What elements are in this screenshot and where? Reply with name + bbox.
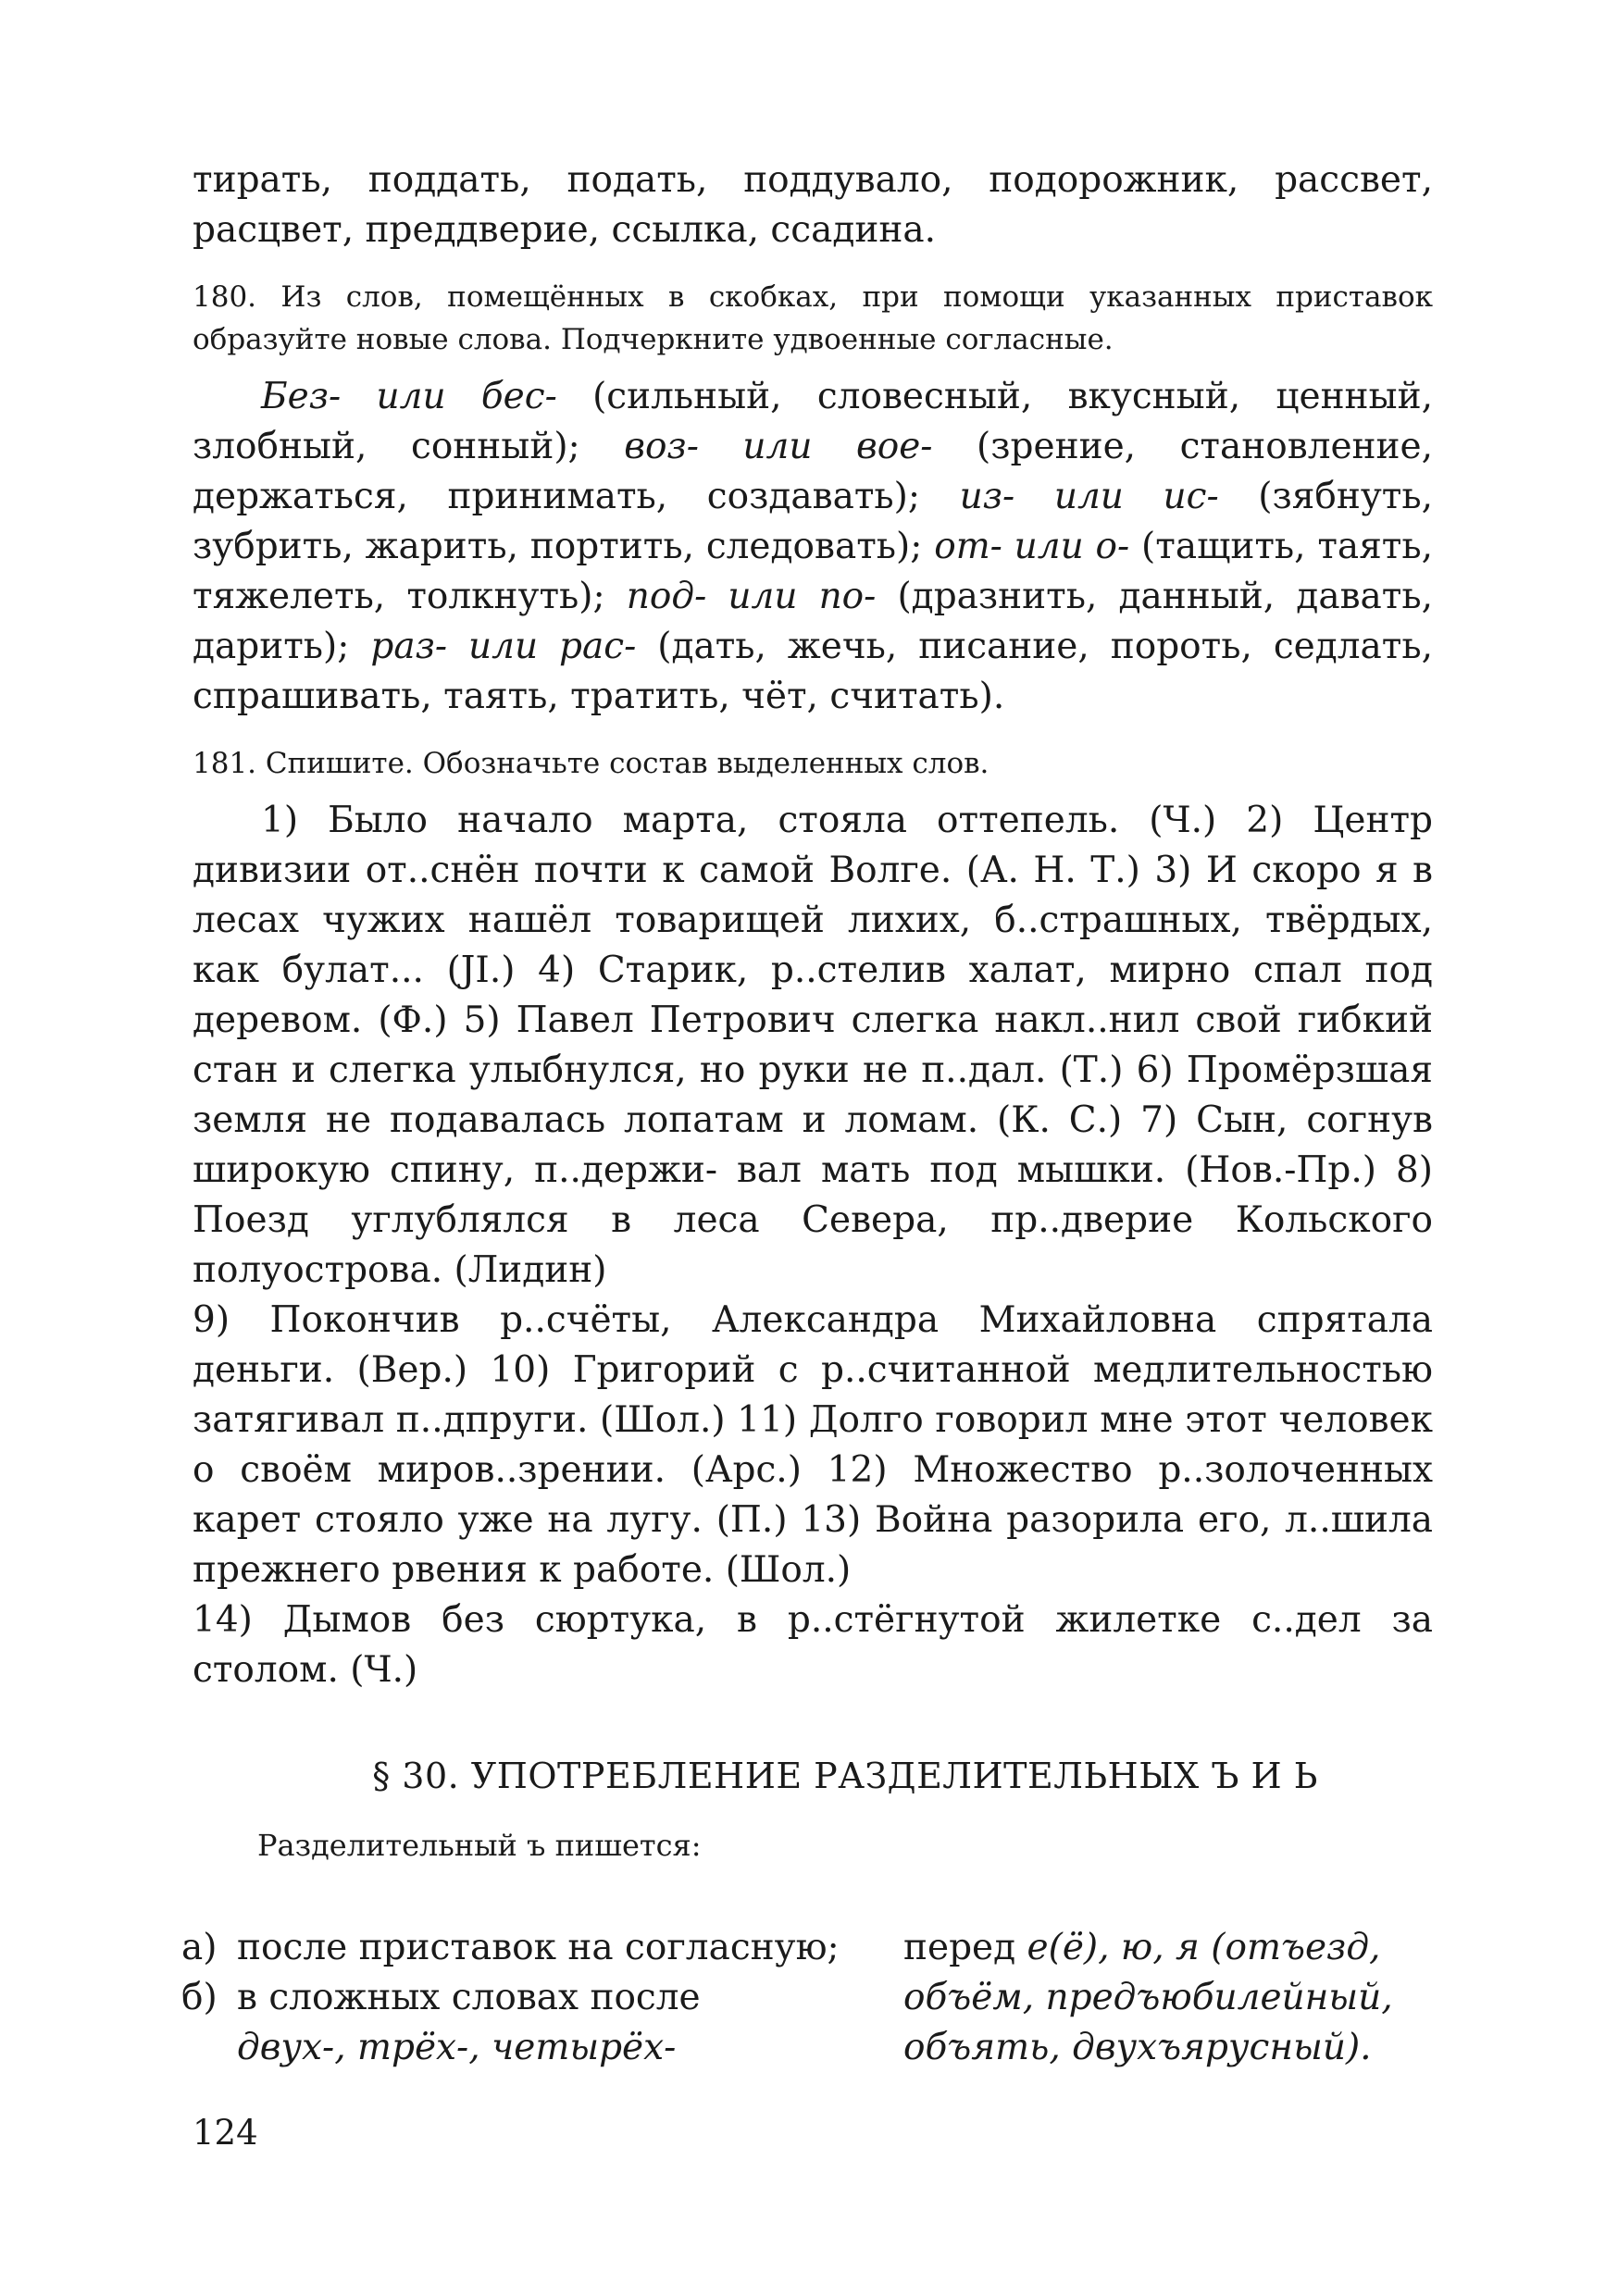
exercise-181-instruction: [193, 742, 1433, 785]
prefix-group: от- или о-: [934, 526, 1130, 567]
rule-letter: а): [181, 1927, 218, 1968]
rule-examples: (отъезд, объём, предъюбилейный, объять, двухъярусный).: [903, 1927, 1393, 2068]
rule-prefixes: двух-, трёх-, четырёх-: [237, 2027, 677, 2068]
exercise-181-paragraph-3: 14) Дымов без сюртука, в р..стёгнутой жилетке с..дел за столом. (Ч.): [193, 1599, 1433, 1691]
rule-item-b: [181, 1973, 876, 2073]
word-list: (тащить, таять, тяжелеть, толкнуть);: [193, 526, 1433, 617]
page-content: [193, 155, 1433, 1868]
rule-context-prefix: перед: [903, 1927, 1016, 1968]
exercise-181-paragraph-1: 1) Было начало марта, стояла оттепель. (Ч.) 2) Центр дивизии от..снён почти к самой Волге. (А. Н. Т.) 3) И скоро я в лесах чужих нашёл товарищей лихих, б..страшных, твёрдых, как булат... (JI.) 4) Старик, р..стелив халат, мирно спал под деревом. (Ф.) 5) Павел Петрович слегка накл..нил свой гибкий стан и слегка улыбнулся, но руки не п..дал. (Т.) 6) Промёрзшая земля не подавалась лопатам и ломам. (К. С.) 7) Сын, согнув широкую спину, п..держи- вал мать под мышки. (Нов.-Пр.) 8) Поезд углублялся в леса Севера, пр..дверие Кольского полуострова. (Лидин): [193, 800, 1433, 1291]
rule-text: после приставок на согласную;: [237, 1927, 840, 1968]
page-number: 124: [193, 2113, 258, 2153]
word-list: (зрение, становление, держаться, принимать, создавать);: [193, 426, 1434, 517]
exercise-181-paragraph-2: 9) Покончив р..счёты, Александра Михайловна спрятала деньги. (Вер.) 10) Григорий с р..считанной медлительностью затягивал п..дпруги. (Шол.) 11) Долго говорил мне этот человек о своём миров..зрении. (Арс.) 12) Множество р..золоченных карет стояло уже на лугу. (П.) 13) Война разорила его, л..шила прежнего рвения к работе. (Шол.): [193, 1299, 1433, 1591]
continuation-text: тирать, поддать, подать, поддувало, подорожник, рассвет, расцвет, преддверие, ссылка, ссадина.: [193, 159, 1433, 251]
rule-table: [181, 1923, 1422, 2073]
exercise-180-number: 180.: [193, 280, 257, 314]
rule-text-main: в сложных словах после: [237, 1977, 701, 2018]
section-heading: § 30. УПОТРЕБЛЕНИЕ РАЗДЕЛИТЕЛЬНЫХ Ъ И Ь: [372, 1756, 1318, 1796]
word-list: (дать, жечь, писание, пороть, седлать, спрашивать, таять, тратить, чёт, считать).: [193, 626, 1433, 717]
rule-conditions: [181, 1923, 876, 2073]
prefix-group: воз- или вое-: [624, 426, 933, 467]
exercise-180-body: [193, 372, 1433, 722]
rule-text: [237, 1973, 701, 2073]
prefix-group: из- или ис-: [959, 476, 1219, 517]
prefix-group: под- или по-: [626, 576, 877, 617]
prefix-group: раз- или рас-: [370, 626, 637, 667]
word-list: (сильный, словесный, вкусный, ценный, злобный, сонный);: [193, 376, 1433, 467]
rule-letter: б): [181, 1977, 218, 2018]
word-list: (зябнуть, зубрить, жарить, портить, следовать);: [193, 476, 1433, 567]
rule-context: [903, 1923, 1422, 2073]
exercise-181-instruction-text: Спишите. Обозначьте состав выделенных слов.: [265, 747, 989, 780]
rule-letters: е(ё), ю, я: [1027, 1927, 1200, 1968]
prefix-group: Без- или бес-: [261, 376, 557, 417]
section-lead: Разделительный ъ пишется:: [257, 1828, 702, 1863]
exercise-181-number: 181.: [193, 747, 257, 780]
word-list: (дразнить, данный, давать, дарить);: [193, 576, 1433, 667]
exercise-180-instruction: [193, 276, 1433, 361]
rule-item-a: [181, 1923, 876, 1973]
exercise-180-instruction-text: Из слов, помещённых в скобках, при помощи указанных приставок образуйте новые слова. Подчеркните удвоенные согласные.: [193, 280, 1433, 356]
